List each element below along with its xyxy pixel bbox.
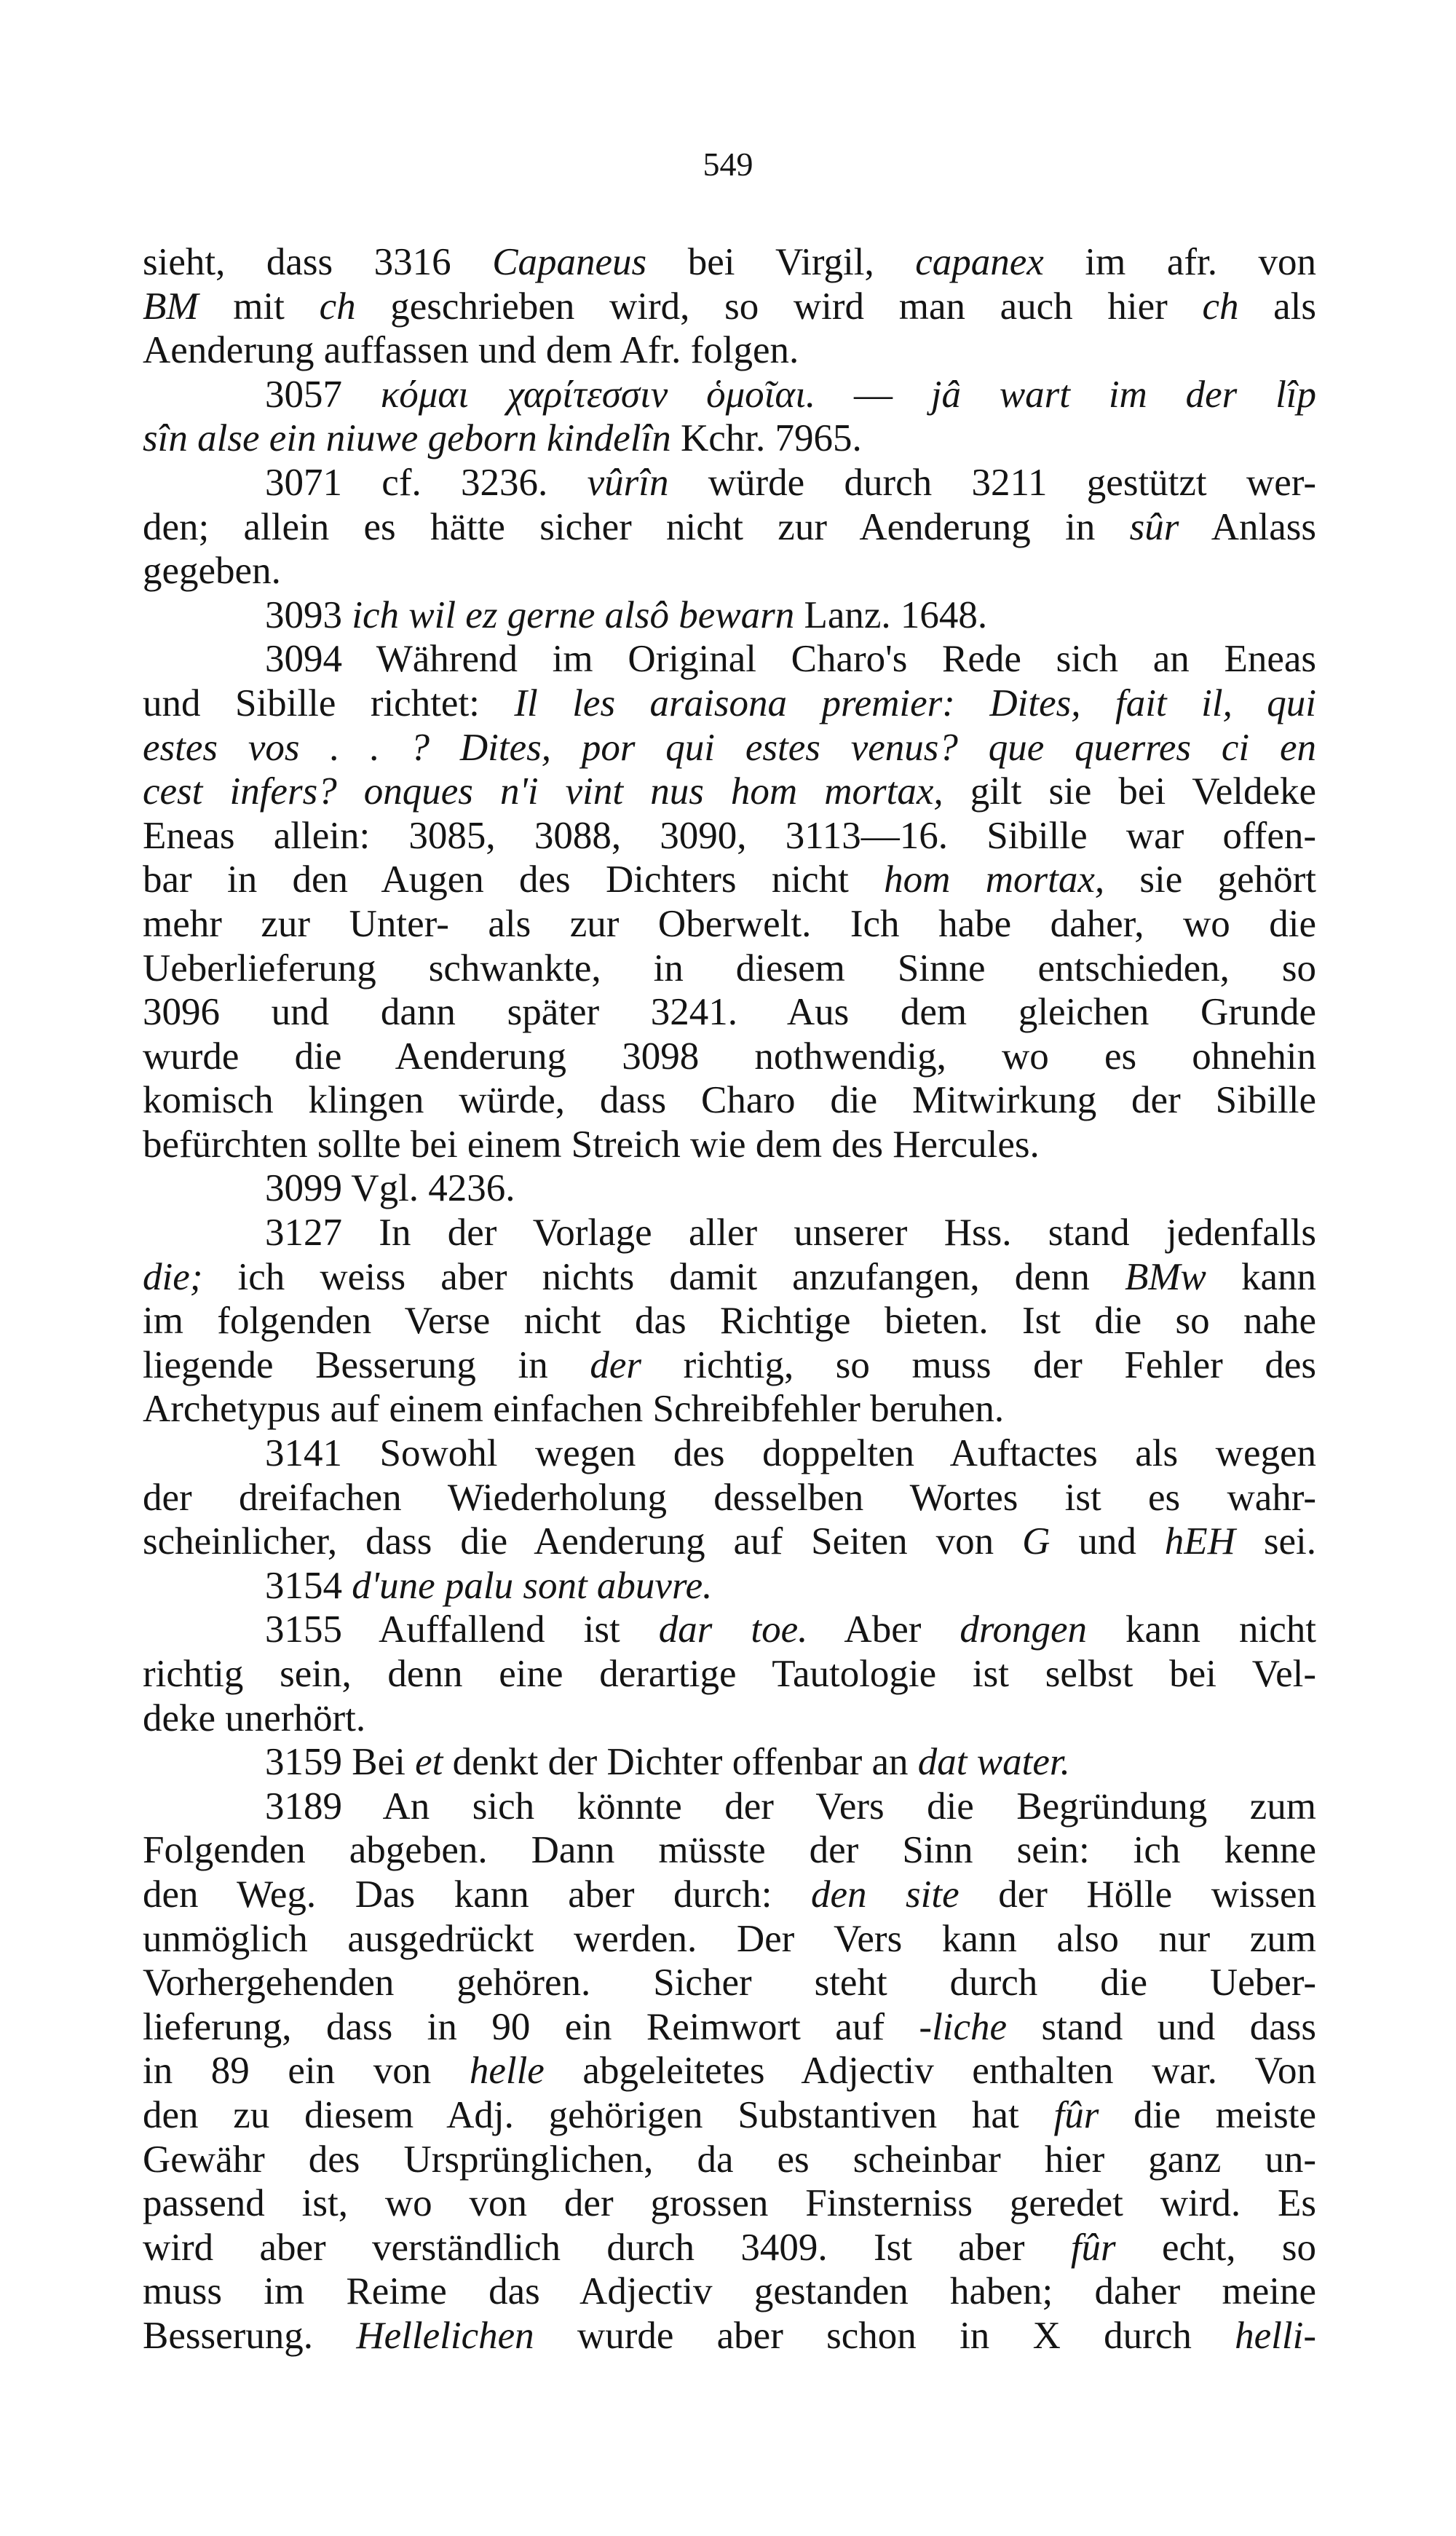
text-run: 3071 cf. 3236. bbox=[265, 461, 587, 504]
text-line bbox=[143, 1520, 1316, 1564]
text-run: und Sibille richtet: bbox=[143, 682, 515, 724]
italic-text-run: sîn alse ein niuwe geborn kindelîn bbox=[143, 417, 671, 460]
italic-text-run: estes vos . . ? Dites, por qui estes venus? que querres ci en bbox=[143, 726, 1316, 769]
text-run: 3099 Vgl. 4236. bbox=[265, 1167, 515, 1210]
italic-text-run: sûr bbox=[1129, 505, 1179, 548]
text-run: im folgenden Verse nicht das Richtige bieten. Ist die so nahe bbox=[143, 1300, 1316, 1343]
text-run: Anlass bbox=[1179, 505, 1316, 548]
text-line bbox=[143, 1961, 1316, 2005]
text-line bbox=[143, 2314, 1316, 2358]
italic-text-run: helli- bbox=[1235, 2314, 1316, 2357]
text-run: in 89 ein von bbox=[143, 2050, 470, 2093]
text-run: richtig sein, denn eine derartige Tautologie ist selbst bei Vel- bbox=[143, 1653, 1316, 1695]
text-run: den zu diesem Adj. gehörigen Substantiven hat bbox=[143, 2093, 1054, 2136]
text-run: Vorhergehenden gehören. Sicher steht durch die Ueber- bbox=[143, 1962, 1316, 2004]
text-line bbox=[143, 593, 1316, 638]
italic-text-run: Capaneus bbox=[492, 241, 647, 283]
text-run: Aber bbox=[807, 1608, 960, 1651]
text-line bbox=[143, 1035, 1316, 1079]
text-run: im afr. von bbox=[1043, 241, 1316, 283]
text-run: mit bbox=[198, 285, 320, 328]
italic-text-run: fûr bbox=[1070, 2226, 1116, 2269]
text-line bbox=[143, 2226, 1316, 2270]
italic-text-run: drongen bbox=[960, 1608, 1088, 1651]
text-run: würde durch 3211 gestützt wer- bbox=[668, 461, 1316, 504]
text-line bbox=[143, 2049, 1316, 2093]
italic-text-run: Hellelichen bbox=[356, 2314, 534, 2357]
text-line bbox=[143, 549, 1316, 593]
text-run: gegeben. bbox=[143, 550, 281, 593]
text-line bbox=[143, 1873, 1316, 1917]
text-run: muss im Reime das Adjectiv gestanden haben; daher meine bbox=[143, 2270, 1316, 2313]
italic-text-run: der bbox=[590, 1343, 641, 1386]
text-run: sie gehört bbox=[1104, 858, 1316, 901]
italic-text-run: Il les araisona premier: Dites, fait il, qui bbox=[514, 682, 1317, 724]
text-run: bei Virgil, bbox=[646, 241, 916, 283]
text-run: lieferung, dass in 90 ein Reimwort auf bbox=[143, 2005, 919, 2048]
text-line bbox=[143, 1696, 1316, 1741]
text-line bbox=[143, 1740, 1316, 1785]
italic-text-run: BM bbox=[143, 285, 199, 328]
text-run: Besserung. bbox=[143, 2314, 357, 2357]
text-line bbox=[143, 416, 1316, 461]
text-run: 3141 Sowohl wegen des doppelten Auftactes als wegen bbox=[265, 1432, 1316, 1475]
italic-text-run: et bbox=[415, 1741, 443, 1784]
text-line bbox=[143, 902, 1316, 947]
text-run: mehr zur Unter- als zur Oberwelt. Ich habe daher, wo die bbox=[143, 902, 1316, 945]
text-run: sei. bbox=[1235, 1520, 1316, 1563]
text-run: Folgenden abgeben. Dann müsste der Sinn sein: ich kenne bbox=[143, 1829, 1316, 1872]
text-line bbox=[143, 726, 1316, 770]
text-run: der Hölle wissen bbox=[959, 1873, 1317, 1916]
text-run: 3094 Während im Original Charo's Rede sich an Eneas bbox=[265, 638, 1316, 681]
text-run: 3096 und dann später 3241. Aus dem gleichen Grunde bbox=[143, 991, 1316, 1034]
text-run: 3127 In der Vorlage aller unserer Hss. stand jedenfalls bbox=[265, 1212, 1316, 1255]
italic-text-run: hEH bbox=[1164, 1520, 1235, 1563]
text-line bbox=[143, 990, 1316, 1035]
text-run: befürchten sollte bei einem Streich wie dem des Hercules. bbox=[143, 1123, 1040, 1166]
text-line bbox=[143, 1387, 1316, 1431]
italic-text-run: fûr bbox=[1053, 2093, 1099, 2136]
text-line bbox=[143, 1476, 1316, 1520]
text-run: den Weg. Das kann aber durch: bbox=[143, 1873, 811, 1916]
italic-text-run: d'une palu sont abuvre. bbox=[352, 1564, 713, 1607]
italic-text-run: den site bbox=[810, 1873, 960, 1916]
text-run: Gewähr des Ursprünglichen, da es scheinbar hier ganz un- bbox=[143, 2138, 1316, 2181]
text-line bbox=[143, 1343, 1316, 1388]
text-run: gilt sie bei Veldeke bbox=[943, 770, 1317, 813]
text-line bbox=[143, 858, 1316, 902]
italic-text-run: ch bbox=[1202, 285, 1239, 328]
text-run: deke unerhört. bbox=[143, 1696, 366, 1739]
italic-text-run: ch bbox=[319, 285, 356, 328]
text-line bbox=[143, 1078, 1316, 1123]
text-line bbox=[143, 1166, 1316, 1211]
text-line bbox=[143, 1917, 1316, 1962]
italic-text-run: jâ wart im der lîp bbox=[930, 373, 1317, 416]
text-run: Archetypus auf einem einfachen Schreibfehler beruhen. bbox=[143, 1388, 1005, 1431]
text-run: wurde aber schon in X durch bbox=[534, 2314, 1235, 2357]
text-run: Ueberlieferung schwankte, in diesem Sinne entschieden, so bbox=[143, 947, 1316, 989]
text-run: wird aber verständlich durch 3409. Ist aber bbox=[143, 2226, 1071, 2269]
text-line bbox=[143, 637, 1316, 682]
text-line bbox=[143, 2005, 1316, 2050]
text-line bbox=[143, 1608, 1316, 1652]
text-run: — bbox=[815, 373, 931, 416]
text-run: scheinlicher, dass die Aenderung auf Seiten von bbox=[143, 1520, 1023, 1563]
italic-text-run: dat water. bbox=[917, 1741, 1070, 1784]
body-text bbox=[143, 240, 1316, 2358]
italic-text-run: κόμαι χαρίτεσσιν ὁμοῖαι. bbox=[380, 373, 816, 416]
text-run: liegende Besserung in bbox=[143, 1343, 590, 1386]
italic-text-run: -liche bbox=[919, 2005, 1008, 2048]
text-line bbox=[143, 505, 1316, 550]
text-line bbox=[143, 1211, 1316, 1255]
text-line bbox=[143, 2270, 1316, 2314]
text-run: stand und dass bbox=[1007, 2005, 1316, 2048]
text-run: kann nicht bbox=[1087, 1608, 1317, 1651]
text-run: kann bbox=[1206, 1255, 1316, 1298]
italic-text-run: G bbox=[1022, 1520, 1051, 1563]
text-line bbox=[143, 328, 1316, 373]
italic-text-run: ich wil ez gerne alsô bewarn bbox=[352, 593, 795, 636]
italic-text-run: helle bbox=[469, 2050, 545, 2093]
text-run: die meiste bbox=[1099, 2093, 1316, 2136]
text-run: Lanz. 1648. bbox=[794, 593, 988, 636]
italic-text-run: vûrîn bbox=[587, 461, 669, 504]
text-line bbox=[143, 461, 1316, 505]
text-run: sieht, dass 3316 bbox=[143, 241, 493, 283]
text-run: Eneas allein: 3085, 3088, 3090, 3113—16. Sibille war offen- bbox=[143, 814, 1316, 857]
italic-text-run: dar toe. bbox=[658, 1608, 808, 1651]
text-line bbox=[143, 2138, 1316, 2182]
italic-text-run: cest infers? onques n'i vint nus hom mortax, bbox=[143, 770, 943, 813]
text-line bbox=[143, 1431, 1316, 1476]
page-number: 549 bbox=[703, 146, 753, 183]
text-run: komisch klingen würde, dass Charo die Mitwirkung der Sibille bbox=[143, 1079, 1316, 1122]
italic-text-run: BMw bbox=[1124, 1255, 1206, 1298]
text-run: 3154 bbox=[265, 1564, 352, 1607]
text-line bbox=[143, 1123, 1316, 1167]
text-run: abgeleitetes Adjectiv enthalten war. Von bbox=[544, 2050, 1316, 2093]
text-run: 3057 bbox=[265, 373, 381, 416]
text-run: 3093 bbox=[265, 593, 352, 636]
text-line bbox=[143, 240, 1316, 285]
text-line bbox=[143, 373, 1316, 417]
italic-text-run: capanex bbox=[915, 241, 1044, 283]
text-run: den; allein es hätte sicher nicht zur Aenderung in bbox=[143, 505, 1130, 548]
italic-text-run: hom mortax, bbox=[884, 858, 1105, 901]
text-run: denkt der Dichter offenbar an bbox=[443, 1741, 918, 1784]
text-line bbox=[143, 2093, 1316, 2138]
text-run: passend ist, wo von der grossen Finsterniss geredet wird. Es bbox=[143, 2182, 1316, 2225]
text-run: Aenderung auffassen und dem Afr. folgen. bbox=[143, 329, 799, 372]
text-line bbox=[143, 2181, 1316, 2226]
text-line bbox=[143, 285, 1316, 329]
text-run: 3189 An sich könnte der Vers die Begründung zum bbox=[265, 1785, 1316, 1828]
text-line bbox=[143, 1828, 1316, 1873]
text-run: unmöglich ausgedrückt werden. Der Vers kann also nur zum bbox=[143, 1917, 1316, 1960]
text-run: richtig, so muss der Fehler des bbox=[641, 1343, 1317, 1386]
text-line bbox=[143, 1299, 1316, 1343]
text-line bbox=[143, 1564, 1316, 1608]
text-run: Kchr. 7965. bbox=[670, 417, 862, 460]
text-line bbox=[143, 682, 1316, 726]
text-run: echt, so bbox=[1115, 2226, 1316, 2269]
text-run: ich weiss aber nichts damit anzufangen, denn bbox=[202, 1255, 1125, 1298]
text-run: wurde die Aenderung 3098 nothwendig, wo es ohnehin bbox=[143, 1035, 1316, 1078]
text-run: als bbox=[1238, 285, 1317, 328]
text-run: bar in den Augen des Dichters nicht bbox=[143, 858, 885, 901]
text-run: geschrieben wird, so wird man auch hier bbox=[355, 285, 1203, 328]
text-line bbox=[143, 814, 1316, 858]
text-line bbox=[143, 1785, 1316, 1829]
text-line bbox=[143, 947, 1316, 991]
text-line bbox=[143, 770, 1316, 814]
text-line bbox=[143, 1255, 1316, 1300]
text-line bbox=[143, 1652, 1316, 1696]
text-run: 3159 Bei bbox=[265, 1741, 416, 1784]
text-run: 3155 Auffallend ist bbox=[265, 1608, 659, 1651]
text-run: und bbox=[1050, 1520, 1165, 1563]
italic-text-run: die; bbox=[143, 1255, 203, 1298]
text-run: der dreifachen Wiederholung desselben Wortes ist es wahr- bbox=[143, 1476, 1316, 1519]
